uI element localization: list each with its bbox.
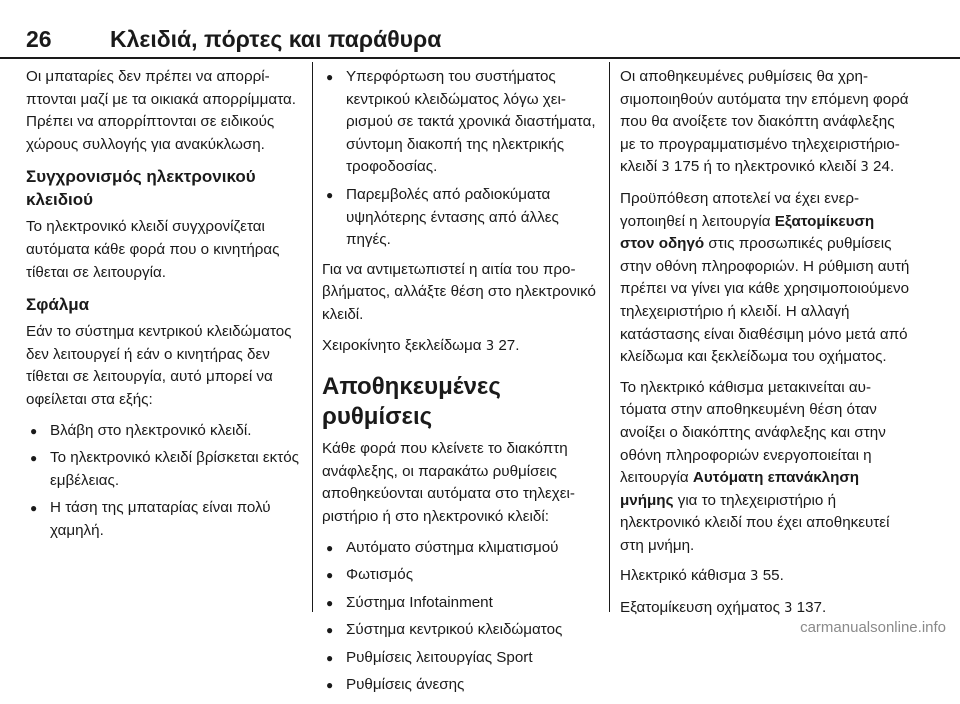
setting-name: Εξατομίκευση στον οδηγό xyxy=(620,212,875,253)
power-seat-reference: Ηλεκτρικό κάθισμα 3 55. xyxy=(620,567,784,585)
list-item: ● Ρυθμίσεις άνεσης xyxy=(322,674,600,697)
list-item: ● Φωτισμός xyxy=(322,564,600,587)
list-item: ● Σύστημα Infotainment xyxy=(322,592,600,615)
page-reference-icon: 3 xyxy=(784,601,793,617)
watermark: carmanualsonline.info xyxy=(800,619,946,636)
column-divider-1 xyxy=(312,62,313,612)
list-item: ● Παρεμβολές από ραδιοκύματα υψηλότερης έντασης από άλλες πηγές. xyxy=(322,184,600,252)
header-divider xyxy=(0,57,960,59)
page-reference-icon: 3 xyxy=(750,569,759,585)
stored-settings-usage-text: Οι αποθηκευμένες ρυθμίσεις θα χρησιμοποιηθούν αυτόματα την επόμενη φορά που θα ανοίξετε τον διακόπτη ανάφλεξης με το προγραμματισμένο τηλεχειριστήριο-κλειδί 3 175 ή το ηλεκτρονικό κλειδί 3 24. xyxy=(620,68,909,176)
page-reference-icon: 3 xyxy=(860,160,869,176)
battery-disposal-text: Οι μπαταρίες δεν πρέπει να απορρίπτονται μαζί με τα οικιακά απορρίμματα. Πρέπει να απορρίπτονται σε ειδικούς χώρους συλλογής για ανακύκλωση. xyxy=(26,68,296,153)
stored-settings-text: Κάθε φορά που κλείνετε το διακόπτη ανάφλεξης, οι παρακάτω ρυθμίσεις αποθηκεύονται αυτόματα στο τηλεχειριστήριο ή στο ηλεκτρονικό κλειδί: xyxy=(322,440,575,525)
fault-causes-list xyxy=(26,420,302,543)
column-3 xyxy=(620,66,912,629)
heading-stored-settings: Αποθηκευμένες ρυθμίσεις xyxy=(322,373,501,431)
column-1 xyxy=(26,66,302,550)
page-number: 26 xyxy=(26,26,52,52)
heading-key-sync: Συγχρονισμός ηλεκτρονικού κλειδιού xyxy=(26,167,256,210)
list-item: ● Αυτόματο σύστημα κλιματισμού xyxy=(322,537,600,560)
column-2 xyxy=(322,66,600,704)
list-item: ● Ρυθμίσεις λειτουργίας Sport xyxy=(322,647,600,670)
list-item: ● Η τάση της μπαταρίας είναι πολύ χαμηλή. xyxy=(26,497,302,542)
heading-fault: Σφάλμα xyxy=(26,295,90,315)
prerequisite-text: Προϋπόθεση αποτελεί να έχει ενεργοποιηθεί η λειτουργία Εξατομίκευση στον οδηγό στις προσωπικές ρυθμίσεις στην οθόνη πληροφοριών. Η ρύθμιση αυτή πρέπει να γίνει για κάθε χρησιμοποιούμενο τηλεχειριστήριο ή κλειδί. Η αλλαγή κατάστασης είναι διαθέσιμη μόνο μετά από κλείδωμα και ξεκλείδωμα του οχήματος. xyxy=(620,189,910,366)
page-header xyxy=(0,0,960,56)
list-item: ● Υπερφόρτωση του συστήματος κεντρικού κλειδώματος λόγω χειρισμού σε τακτά χρονικά διαστήματα, σύντομη διακοπή της ηλεκτρικής τροφοδοσίας. xyxy=(322,66,600,179)
manual-unlock-reference: Χειροκίνητο ξεκλείδωμα 3 27. xyxy=(322,336,520,354)
setting-name: Αυτόματη επανάκληση μνήμης xyxy=(620,469,860,509)
fault-text: Εάν το σύστημα κεντρικού κλειδώματος δεν λειτουργεί ή εάν ο κινητήρας δεν τίθεται σε λειτουργία, αυτό μπορεί να οφείλεται στα εξής: xyxy=(26,323,292,408)
page-reference-icon: 3 xyxy=(661,160,670,176)
key-sync-text: Το ηλεκτρονικό κλειδί συγχρονίζεται αυτόματα κάθε φορά που ο κινητήρας τίθεται σε λειτουργία. xyxy=(26,218,280,281)
list-item: ● Σύστημα κεντρικού κλειδώματος xyxy=(322,619,600,642)
remedy-text: Για να αντιμετωπιστεί η αιτία του προβλήματος, αλλάξτε θέση στο ηλεκτρονικό κλειδί. xyxy=(322,260,596,323)
personalization-reference: Εξατομίκευση οχήματος 3 137. xyxy=(620,599,827,617)
stored-settings-list xyxy=(322,537,600,698)
list-item: ● Το ηλεκτρονικό κλειδί βρίσκεται εκτός εμβέλειας. xyxy=(26,447,302,492)
page-reference-icon: 3 xyxy=(485,338,495,354)
column-divider-2 xyxy=(609,62,610,612)
power-seat-text: Το ηλεκτρικό κάθισμα μετακινείται αυτόματα στην αποθηκευμένη θέση όταν ανοίξει ο διακόπτης ανάφλεξης και στην οθόνη πληροφοριών ενεργοποιείται η λειτουργία Αυτόματη επανάκληση μνήμης για το τηλεχειριστήριο ή ηλεκτρονικό κλειδί που έχει αποθηκευτεί στη μνήμη. xyxy=(620,378,890,554)
list-item: ● Βλάβη στο ηλεκτρονικό κλειδί. xyxy=(26,420,302,443)
page-title: Κλειδιά, πόρτες και παράθυρα xyxy=(110,26,442,52)
fault-causes-list-cont xyxy=(322,66,600,252)
